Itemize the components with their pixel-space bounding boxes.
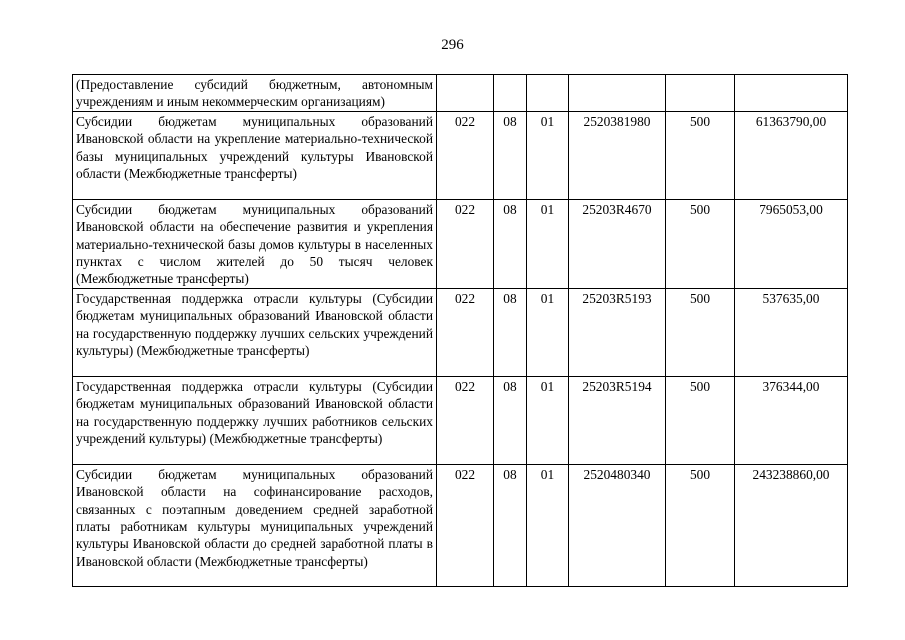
expense-type-code: 500 xyxy=(666,111,735,199)
target-article-code: 2520480340 xyxy=(569,464,666,586)
subsection-code: 01 xyxy=(527,111,569,199)
subsection-code: 01 xyxy=(527,288,569,376)
subsection-code: 01 xyxy=(527,199,569,288)
row-description: Субсидии бюджетам муниципальных образований Ивановской области на обеспечение развития и укрепления материально-технической базы домов культуры в населенных пунктах с числом жителей до 50 тысяч человек (Межбюджетные трансферты) xyxy=(73,199,437,288)
target-article-code: 25203R5194 xyxy=(569,376,666,464)
subsection-code xyxy=(527,75,569,112)
row-description: Субсидии бюджетам муниципальных образований Ивановской области на укрепление материально-технической базы муниципальных учреждений культуры Ивановской области (Межбюджетные трансферты) xyxy=(73,111,437,199)
row-description: Государственная поддержка отрасли культуры (Субсидии бюджетам муниципальных образований Ивановской области на государственную поддержку лучших сельских учреждений культуры) (Межбюджетные трансферты) xyxy=(73,288,437,376)
amount: 243238860,00 xyxy=(735,464,848,586)
ved-code: 022 xyxy=(437,376,494,464)
expense-type-code: 500 xyxy=(666,199,735,288)
amount: 7965053,00 xyxy=(735,199,848,288)
ved-code xyxy=(437,75,494,112)
section-code: 08 xyxy=(494,288,527,376)
section-code xyxy=(494,75,527,112)
subsection-code: 01 xyxy=(527,464,569,586)
target-article-code: 25203R4670 xyxy=(569,199,666,288)
amount xyxy=(735,75,848,112)
expense-type-code xyxy=(666,75,735,112)
target-article-code: 2520381980 xyxy=(569,111,666,199)
expense-type-code: 500 xyxy=(666,288,735,376)
row-description: (Предоставление субсидий бюджетным, автономным учреждениям и иным некоммерческим организациям) xyxy=(73,75,437,112)
table-row xyxy=(73,376,848,464)
ved-code: 022 xyxy=(437,464,494,586)
table-row xyxy=(73,75,848,112)
table-row xyxy=(73,288,848,376)
target-article-code xyxy=(569,75,666,112)
table-row xyxy=(73,464,848,586)
expense-type-code: 500 xyxy=(666,376,735,464)
section-code: 08 xyxy=(494,464,527,586)
section-code: 08 xyxy=(494,199,527,288)
page-number: 296 xyxy=(441,37,464,53)
budget-table xyxy=(72,74,848,587)
ved-code: 022 xyxy=(437,111,494,199)
section-code: 08 xyxy=(494,111,527,199)
amount: 61363790,00 xyxy=(735,111,848,199)
amount: 537635,00 xyxy=(735,288,848,376)
ved-code: 022 xyxy=(437,199,494,288)
row-description: Государственная поддержка отрасли культуры (Субсидии бюджетам муниципальных образований Ивановской области на государственную поддержку лучших работников сельских учреждений культуры) (Межбюджетные трансферты) xyxy=(73,376,437,464)
subsection-code: 01 xyxy=(527,376,569,464)
ved-code: 022 xyxy=(437,288,494,376)
row-description: Субсидии бюджетам муниципальных образований Ивановской области на софинансирование расходов, связанных с поэтапным доведением средней заработной платы работникам культуры муниципальных учреждений культуры Ивановской области до средней заработной платы в Ивановской области (Межбюджетные трансферты) xyxy=(73,464,437,586)
amount: 376344,00 xyxy=(735,376,848,464)
expense-type-code: 500 xyxy=(666,464,735,586)
target-article-code: 25203R5193 xyxy=(569,288,666,376)
table-row xyxy=(73,111,848,199)
section-code: 08 xyxy=(494,376,527,464)
table-row xyxy=(73,199,848,288)
